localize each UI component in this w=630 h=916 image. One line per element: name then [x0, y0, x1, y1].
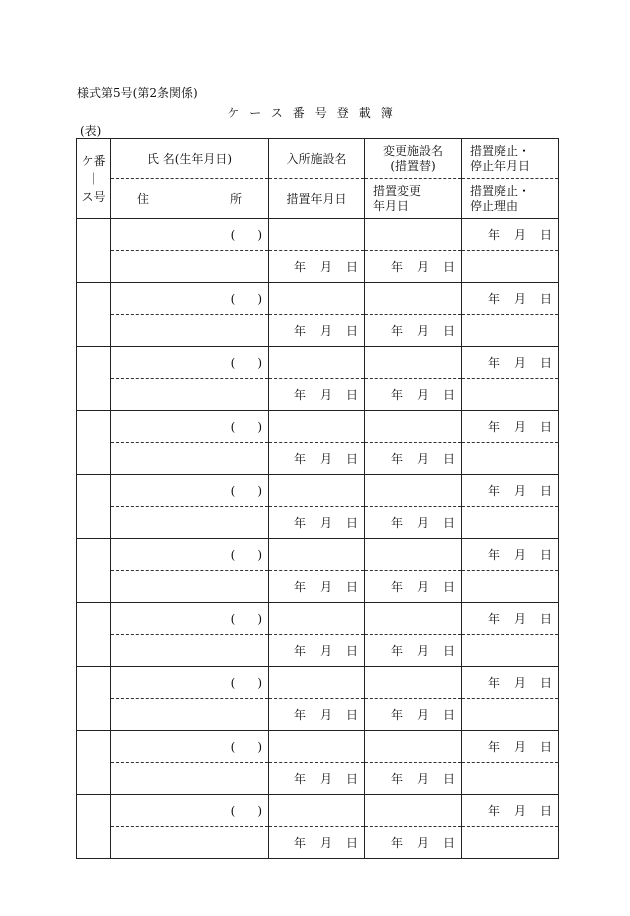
case-number-cell[interactable]: [77, 667, 111, 731]
abolish-date-cell[interactable]: 年 月 日: [462, 539, 559, 571]
name-cell[interactable]: ( ): [111, 219, 269, 251]
change-facility-cell[interactable]: [365, 731, 462, 763]
facility-cell[interactable]: [269, 475, 365, 507]
name-cell[interactable]: ( ): [111, 283, 269, 315]
abolish-reason-cell[interactable]: [462, 763, 559, 795]
table-row: [77, 379, 559, 411]
change-facility-cell[interactable]: [365, 219, 462, 251]
case-number-cell[interactable]: [77, 795, 111, 859]
change-date-cell[interactable]: 年 月 日: [365, 315, 462, 347]
case-number-cell[interactable]: [77, 475, 111, 539]
change-date-cell[interactable]: 年 月 日: [365, 763, 462, 795]
measure-date-cell[interactable]: 年 月 日: [269, 443, 365, 475]
change-date-cell[interactable]: 年 月 日: [365, 635, 462, 667]
form-label: 様式第5号(第2条関係): [77, 86, 198, 100]
abolish-date-cell[interactable]: 年 月 日: [462, 347, 559, 379]
page-title: ケース番号登載簿: [227, 106, 403, 120]
name-cell[interactable]: ( ): [111, 347, 269, 379]
table-row: [77, 283, 559, 315]
measure-date-cell[interactable]: 年 月 日: [269, 763, 365, 795]
name-cell[interactable]: ( ): [111, 731, 269, 763]
name-header: 氏 名(生年月日): [111, 139, 269, 179]
abolish-reason-cell[interactable]: [462, 827, 559, 859]
table-row: [77, 667, 559, 699]
facility-cell[interactable]: [269, 219, 365, 251]
table-row: [77, 507, 559, 539]
address-cell[interactable]: [111, 507, 269, 539]
facility-cell[interactable]: [269, 795, 365, 827]
measure-date-cell[interactable]: 年 月 日: [269, 571, 365, 603]
header-row-1: [77, 139, 559, 179]
case-number-cell[interactable]: [77, 539, 111, 603]
table-row: [77, 795, 559, 827]
facility-cell[interactable]: [269, 667, 365, 699]
change-facility-cell[interactable]: [365, 795, 462, 827]
measure-date-cell[interactable]: 年 月 日: [269, 251, 365, 283]
change-date-cell[interactable]: 年 月 日: [365, 379, 462, 411]
table-row: [77, 219, 559, 251]
address-cell[interactable]: [111, 635, 269, 667]
table-row: [77, 315, 559, 347]
abolish-date-header: 措置廃止・ 停止年月日: [462, 139, 559, 179]
measure-date-cell[interactable]: 年 月 日: [269, 507, 365, 539]
change-date-cell[interactable]: 年 月 日: [365, 507, 462, 539]
abolish-reason-cell[interactable]: [462, 443, 559, 475]
table-row: [77, 603, 559, 635]
facility-cell[interactable]: [269, 347, 365, 379]
address-cell[interactable]: [111, 379, 269, 411]
abolish-date-cell[interactable]: 年 月 日: [462, 411, 559, 443]
change-facility-cell[interactable]: [365, 603, 462, 635]
abolish-reason-header: 措置廃止・ 停止理由: [462, 179, 559, 219]
facility-cell[interactable]: [269, 731, 365, 763]
case-number-cell[interactable]: [77, 603, 111, 667]
case-number-cell[interactable]: [77, 283, 111, 347]
table-row: [77, 827, 559, 859]
case-number-cell[interactable]: [77, 219, 111, 283]
name-cell[interactable]: ( ): [111, 539, 269, 571]
name-cell[interactable]: ( ): [111, 667, 269, 699]
address-header: 住 所: [111, 179, 269, 219]
abolish-reason-cell[interactable]: [462, 635, 559, 667]
table-row: [77, 251, 559, 283]
side-label: (表): [80, 124, 102, 138]
measure-date-cell[interactable]: 年 月 日: [269, 379, 365, 411]
table-row: [77, 539, 559, 571]
case-number-cell[interactable]: [77, 731, 111, 795]
measure-date-cell[interactable]: 年 月 日: [269, 827, 365, 859]
abolish-date-cell[interactable]: 年 月 日: [462, 219, 559, 251]
name-cell[interactable]: ( ): [111, 795, 269, 827]
abolish-reason-cell[interactable]: [462, 251, 559, 283]
abolish-reason-cell[interactable]: [462, 699, 559, 731]
address-cell[interactable]: [111, 443, 269, 475]
case-number-cell[interactable]: [77, 347, 111, 411]
change-facility-cell[interactable]: [365, 667, 462, 699]
case-number-header: ケ番 ｜ ス号: [77, 139, 111, 219]
table-row: [77, 411, 559, 443]
abolish-date-cell[interactable]: 年 月 日: [462, 603, 559, 635]
case-number-cell[interactable]: [77, 411, 111, 475]
address-cell[interactable]: [111, 699, 269, 731]
facility-cell[interactable]: [269, 411, 365, 443]
abolish-date-cell[interactable]: 年 月 日: [462, 731, 559, 763]
abolish-reason-cell[interactable]: [462, 379, 559, 411]
register-table: [76, 138, 559, 859]
address-cell[interactable]: [111, 315, 269, 347]
table-row: [77, 635, 559, 667]
facility-header: 入所施設名: [269, 139, 365, 179]
facility-cell[interactable]: [269, 539, 365, 571]
abolish-reason-cell[interactable]: [462, 571, 559, 603]
measure-date-header: 措置年月日: [269, 179, 365, 219]
table-row: [77, 571, 559, 603]
change-facility-header: 変更施設名 (措置替): [365, 139, 462, 179]
name-cell[interactable]: ( ): [111, 475, 269, 507]
name-cell[interactable]: ( ): [111, 411, 269, 443]
change-facility-cell[interactable]: [365, 411, 462, 443]
header-row-2: [77, 179, 559, 219]
address-cell[interactable]: [111, 571, 269, 603]
abolish-reason-cell[interactable]: [462, 315, 559, 347]
table-row: [77, 347, 559, 379]
table-row: [77, 731, 559, 763]
change-date-cell[interactable]: 年 月 日: [365, 443, 462, 475]
name-cell[interactable]: ( ): [111, 603, 269, 635]
change-facility-cell[interactable]: [365, 347, 462, 379]
abolish-date-cell[interactable]: 年 月 日: [462, 667, 559, 699]
change-date-header: 措置変更 年月日: [365, 179, 462, 219]
change-facility-cell[interactable]: [365, 539, 462, 571]
measure-date-cell[interactable]: 年 月 日: [269, 635, 365, 667]
address-cell[interactable]: [111, 251, 269, 283]
facility-cell[interactable]: [269, 283, 365, 315]
abolish-date-cell[interactable]: 年 月 日: [462, 475, 559, 507]
abolish-reason-cell[interactable]: [462, 507, 559, 539]
change-facility-cell[interactable]: [365, 475, 462, 507]
change-date-cell[interactable]: 年 月 日: [365, 571, 462, 603]
facility-cell[interactable]: [269, 603, 365, 635]
table-row: [77, 475, 559, 507]
change-date-cell[interactable]: 年 月 日: [365, 699, 462, 731]
measure-date-cell[interactable]: 年 月 日: [269, 699, 365, 731]
change-facility-cell[interactable]: [365, 283, 462, 315]
table-row: [77, 443, 559, 475]
table-row: [77, 699, 559, 731]
address-cell[interactable]: [111, 763, 269, 795]
address-cell[interactable]: [111, 827, 269, 859]
measure-date-cell[interactable]: 年 月 日: [269, 315, 365, 347]
abolish-date-cell[interactable]: 年 月 日: [462, 283, 559, 315]
table-row: [77, 763, 559, 795]
abolish-date-cell[interactable]: 年 月 日: [462, 795, 559, 827]
change-date-cell[interactable]: 年 月 日: [365, 251, 462, 283]
change-date-cell[interactable]: 年 月 日: [365, 827, 462, 859]
